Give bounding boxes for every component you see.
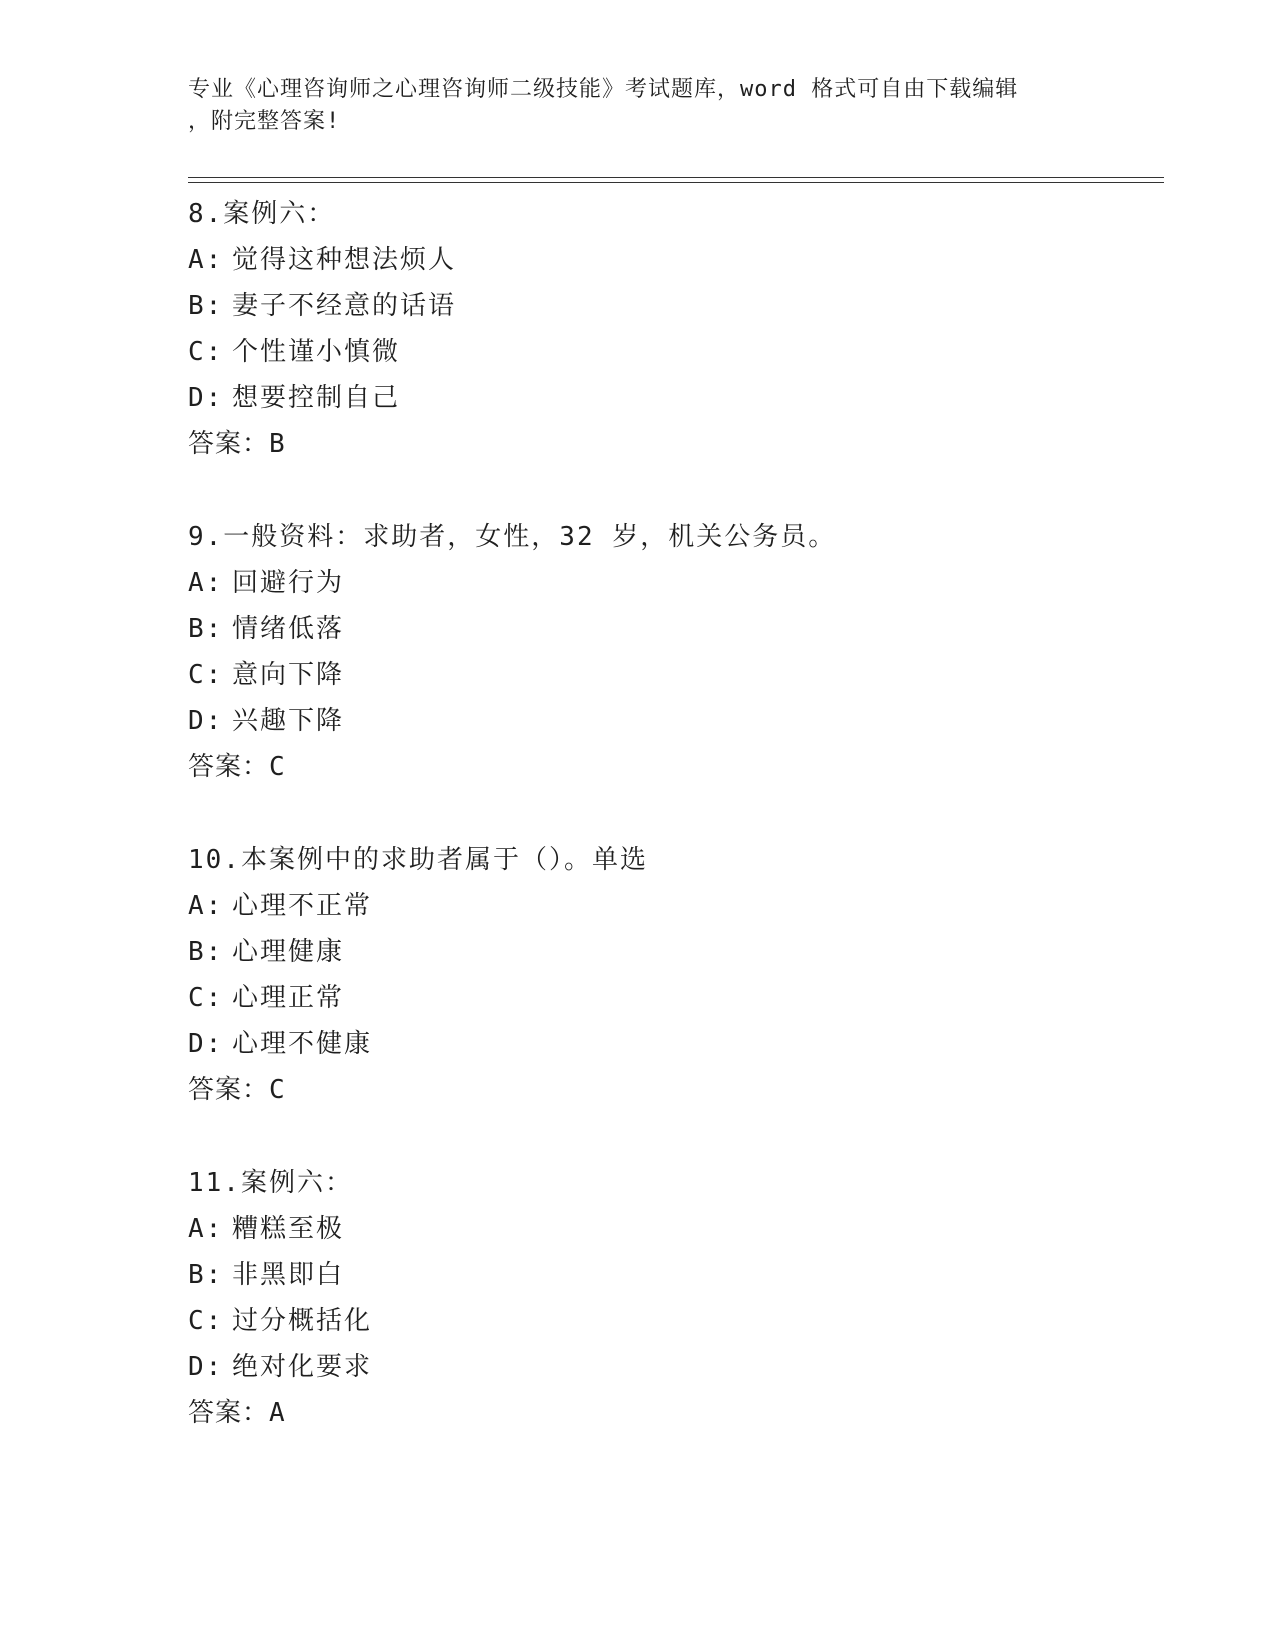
option-text: 个性谨小慎微 <box>232 337 401 367</box>
question-stem: 10.本案例中的求助者属于（）。单选 <box>188 845 648 875</box>
question-stem: 11.案例六： <box>188 1168 353 1198</box>
question-stem: 9.一般资料：求助者，女性，32 岁，机关公务员。 <box>188 522 837 552</box>
answer-value: C <box>269 752 286 782</box>
option-letter: D: <box>188 383 224 413</box>
option-a <box>188 237 1164 283</box>
option-letter: B: <box>188 614 224 644</box>
option-letter: B: <box>188 1260 224 1290</box>
option-c <box>188 975 1164 1021</box>
option-b <box>188 929 1164 975</box>
answer-label: 答案： <box>188 1075 270 1105</box>
option-letter: A: <box>188 568 224 598</box>
option-text: 心理正常 <box>232 983 345 1013</box>
option-text: 过分概括化 <box>232 1306 373 1336</box>
answer-label: 答案： <box>188 429 270 459</box>
header-divider-top <box>188 177 1164 178</box>
option-letter: D: <box>188 1352 224 1382</box>
option-text: 兴趣下降 <box>232 706 345 736</box>
option-letter: B: <box>188 291 224 321</box>
question-10 <box>188 837 1164 1113</box>
option-d <box>188 375 1164 421</box>
answer-line <box>188 1390 1164 1436</box>
question-11 <box>188 1160 1164 1436</box>
question-stem: 8.案例六： <box>188 199 336 229</box>
option-c <box>188 329 1164 375</box>
option-text: 糟糕至极 <box>232 1214 345 1244</box>
option-letter: C: <box>188 983 224 1013</box>
option-text: 想要控制自己 <box>232 383 401 413</box>
question-8 <box>188 191 1164 467</box>
option-letter: B: <box>188 937 224 967</box>
option-text: 非黑即白 <box>232 1260 345 1290</box>
option-text: 心理不健康 <box>232 1029 373 1059</box>
option-a <box>188 560 1164 606</box>
option-letter: A: <box>188 891 224 921</box>
answer-label: 答案： <box>188 752 270 782</box>
question-9 <box>188 514 1164 790</box>
option-letter: D: <box>188 706 224 736</box>
document-header <box>188 74 1088 138</box>
option-letter: C: <box>188 1306 224 1336</box>
question-list <box>188 191 1164 1483</box>
answer-line <box>188 744 1164 790</box>
option-text: 回避行为 <box>232 568 345 598</box>
option-letter: C: <box>188 660 224 690</box>
option-text: 绝对化要求 <box>232 1352 373 1382</box>
option-d <box>188 1344 1164 1390</box>
option-text: 情绪低落 <box>232 614 345 644</box>
header-line-2: ，附完整答案! <box>188 109 341 134</box>
header-line-1: 专业《心理咨询师之心理咨询师二级技能》考试题库，word 格式可自由下载编辑 <box>188 77 1019 102</box>
answer-value: B <box>269 429 286 459</box>
answer-label: 答案： <box>188 1398 270 1428</box>
option-text: 妻子不经意的话语 <box>232 291 457 321</box>
option-letter: C: <box>188 337 224 367</box>
answer-line <box>188 421 1164 467</box>
option-text: 意向下降 <box>232 660 345 690</box>
option-d <box>188 1021 1164 1067</box>
option-text: 心理不正常 <box>232 891 373 921</box>
answer-value: C <box>269 1075 286 1105</box>
option-text: 心理健康 <box>232 937 345 967</box>
option-c <box>188 652 1164 698</box>
header-divider-bottom <box>188 182 1164 183</box>
option-letter: A: <box>188 1214 224 1244</box>
option-b <box>188 606 1164 652</box>
option-b <box>188 1252 1164 1298</box>
option-text: 觉得这种想法烦人 <box>232 245 457 275</box>
option-d <box>188 698 1164 744</box>
option-letter: A: <box>188 245 224 275</box>
answer-line <box>188 1067 1164 1113</box>
answer-value: A <box>269 1398 286 1428</box>
option-c <box>188 1298 1164 1344</box>
option-a <box>188 883 1164 929</box>
option-b <box>188 283 1164 329</box>
option-letter: D: <box>188 1029 224 1059</box>
option-a <box>188 1206 1164 1252</box>
